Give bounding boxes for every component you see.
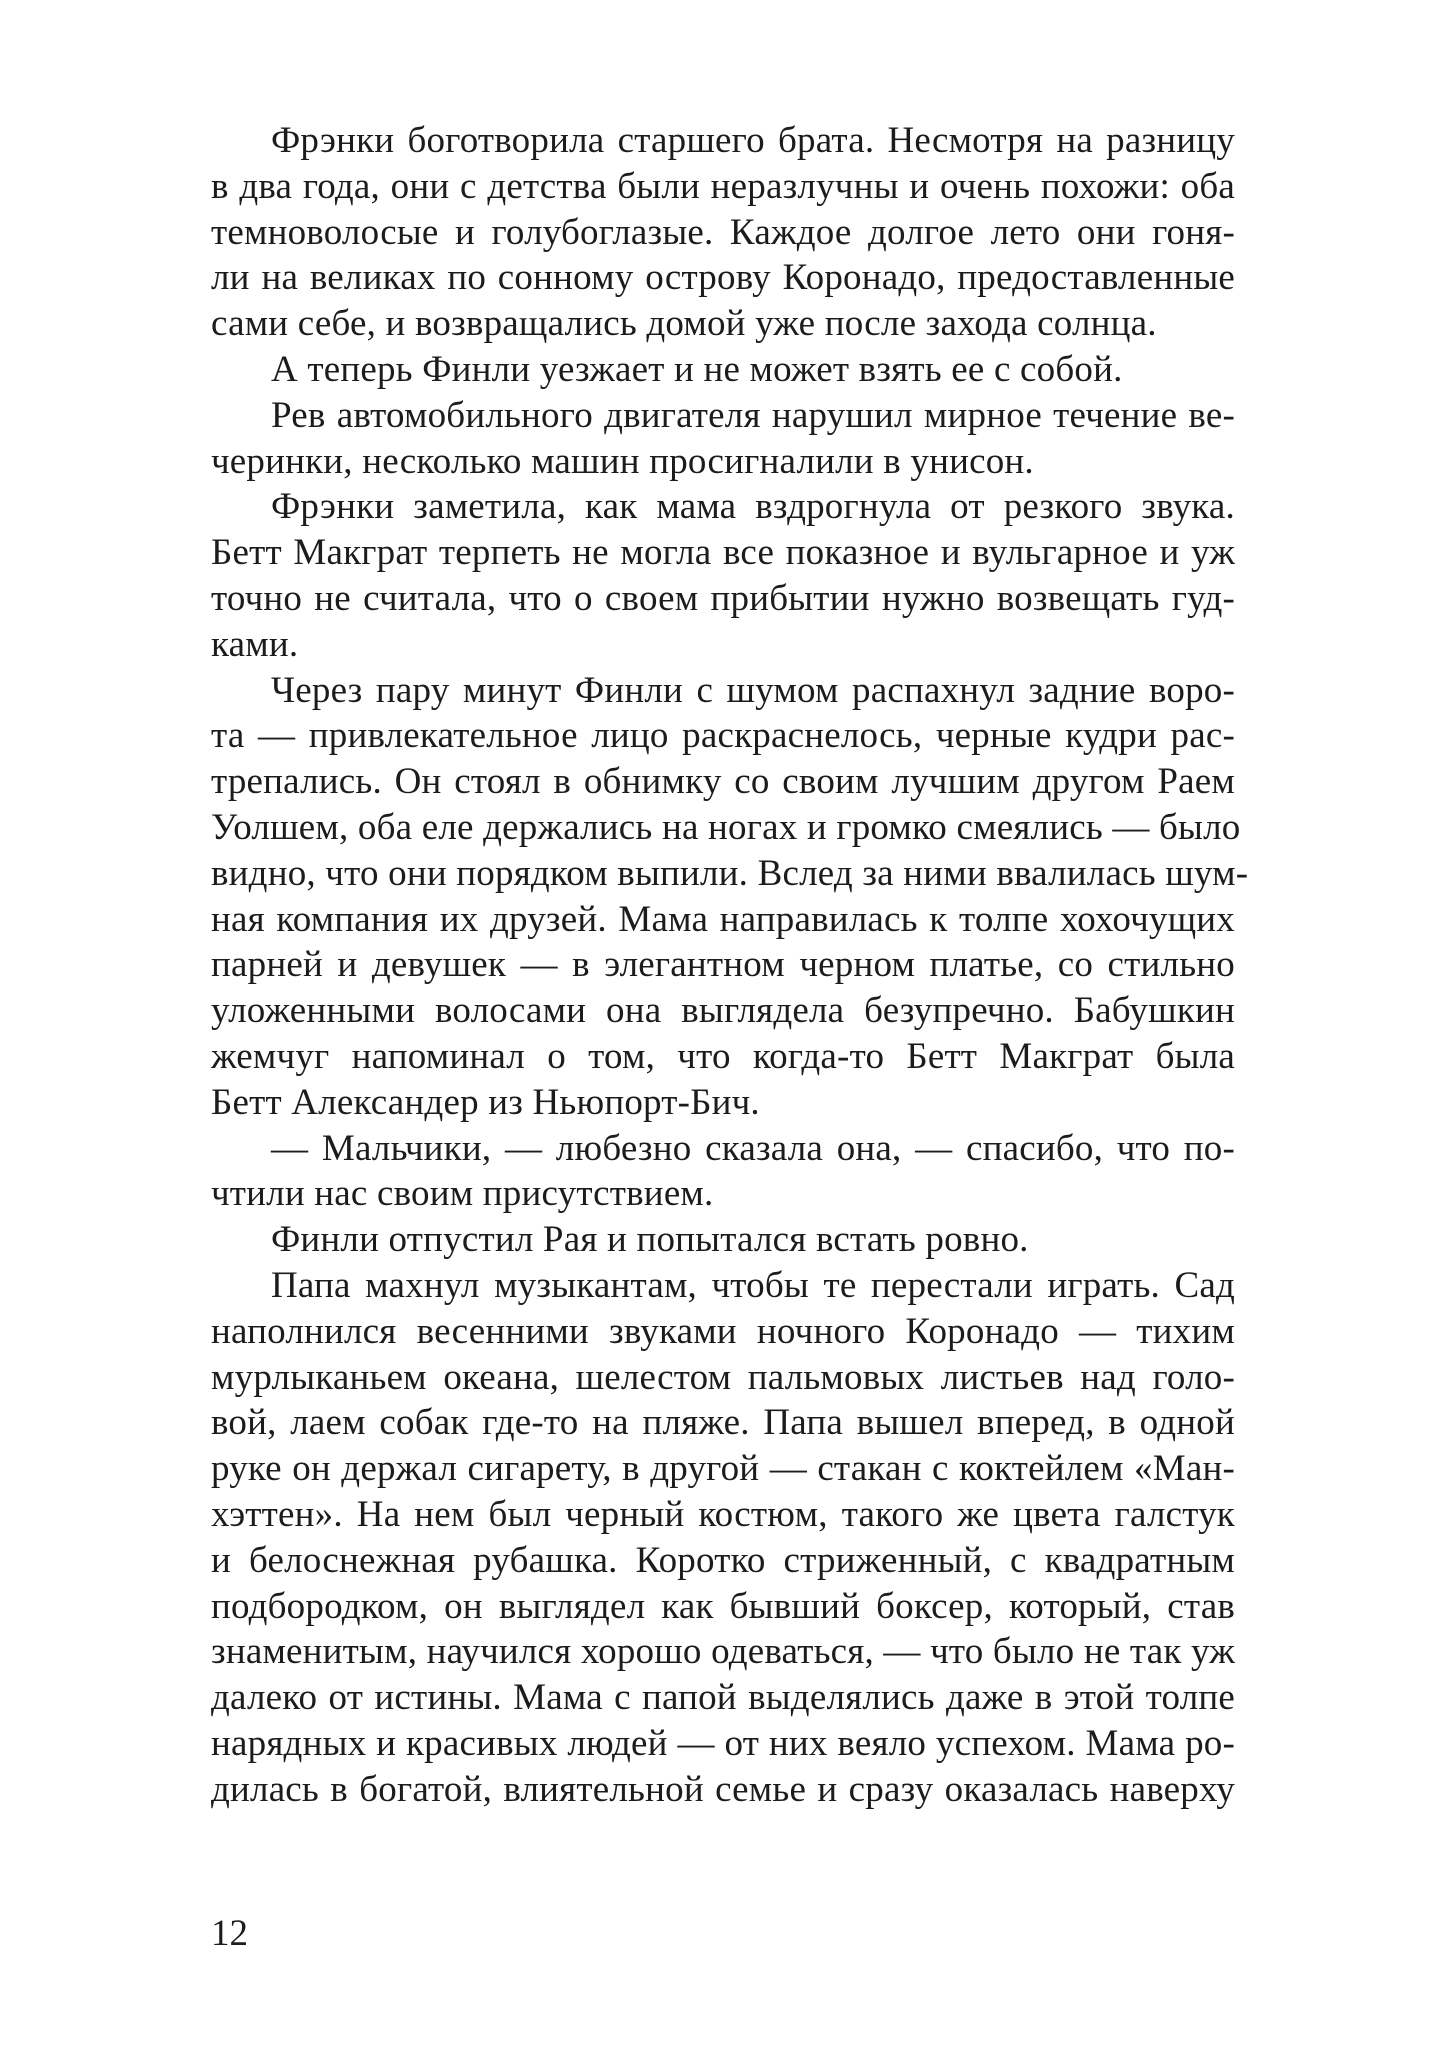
text-line: Уолшем, оба еле держались на ногах и громко смеялись — было [211, 806, 1241, 848]
text-line: наполнился весенними звуками ночного Коронадо — тихим [211, 1310, 1235, 1352]
text-line: Фрэнки заметила, как мама вздрогнула от резкого звука. [271, 486, 1235, 528]
text-line: мурлыканьем океана, шелестом пальмовых листьев над голо- [211, 1356, 1235, 1398]
text-line: ная компания их друзей. Мама направилась к толпе хохочущих [211, 898, 1235, 940]
text-line: далеко от истины. Мама с папой выделялись даже в этой толпе [211, 1677, 1235, 1719]
text-line: Бетт Александер из Ньюпорт-Бич. [211, 1081, 760, 1123]
text-line: и белоснежная рубашка. Коротко стриженный, с квадратным [211, 1539, 1235, 1581]
text-line: вой, лаем собак где-то на пляже. Папа вышел вперед, в одной [211, 1402, 1235, 1444]
text-line: точно не считала, что о своем прибытии нужно возвещать гуд- [211, 577, 1235, 619]
text-line: ли на великах по сонному острову Коронадо, предоставленные [211, 257, 1235, 299]
text-line: Фрэнки боготворила старшего брата. Несмотря на разницу [271, 120, 1235, 161]
text-line: хэттен». На нем был черный костюм, такого же цвета галстук [211, 1493, 1235, 1535]
text-line: уложенными волосами она выглядела безупречно. Бабушкин [211, 990, 1235, 1032]
text-line: сами себе, и возвращались домой уже после захода солнца. [211, 303, 1157, 345]
text-line: знаменитым, научился хорошо одеваться, — что было не так уж [211, 1631, 1235, 1673]
text-line: дилась в богатой, влиятельной семье и сразу оказалась наверху [211, 1768, 1235, 1810]
text-line: нарядных и красивых людей — от них веяло успехом. Мама ро- [211, 1722, 1235, 1764]
text-line: — Мальчики, — любезно сказала она, — спасибо, что по- [271, 1127, 1235, 1169]
text-line: ками. [211, 623, 299, 665]
page-body-text [211, 118, 1249, 1812]
text-line: парней и девушек — в элегантном черном платье, со стильно [211, 944, 1235, 986]
page-number: 12 [211, 1913, 248, 1954]
text-line: руке он держал сигарету, в другой — стакан с коктейлем «Ман- [211, 1448, 1235, 1490]
text-line: Рев автомобильного двигателя нарушил мирное течение ве- [271, 394, 1235, 436]
text-line: черинки, несколько машин просигналили в унисон. [211, 440, 1034, 482]
text-line: подбородком, он выглядел как бывший боксер, который, став [211, 1585, 1235, 1627]
text-line: Через пару минут Финли с шумом распахнул задние воро- [271, 669, 1235, 711]
text-line: трепались. Он стоял в обнимку со своим лучшим другом Раем [211, 761, 1235, 803]
text-line: та — привлекательное лицо раскраснелось, черные кудри рас- [211, 715, 1235, 757]
text-line: видно, что они порядком выпили. Вслед за ними ввалилась шум- [211, 852, 1249, 894]
text-line: жемчуг напоминал о том, что когда-то Бетт Макграт была [211, 1035, 1235, 1077]
text-line: в два года, они с детства были неразлучны и очень похожи: оба [211, 165, 1235, 207]
text-line: А теперь Финли уезжает и не может взять ее с собой. [271, 348, 1123, 390]
text-line: Бетт Макграт терпеть не могла все показное и вульгарное и уж [211, 532, 1235, 574]
text-line: Финли отпустил Рая и попытался встать ровно. [271, 1219, 1029, 1261]
text-line: Папа махнул музыкантам, чтобы те перестали играть. Сад [271, 1264, 1235, 1306]
text-line: темноволосые и голубоглазые. Каждое долгое лето они гоня- [211, 211, 1235, 253]
text-line: чтили нас своим присутствием. [211, 1173, 714, 1215]
